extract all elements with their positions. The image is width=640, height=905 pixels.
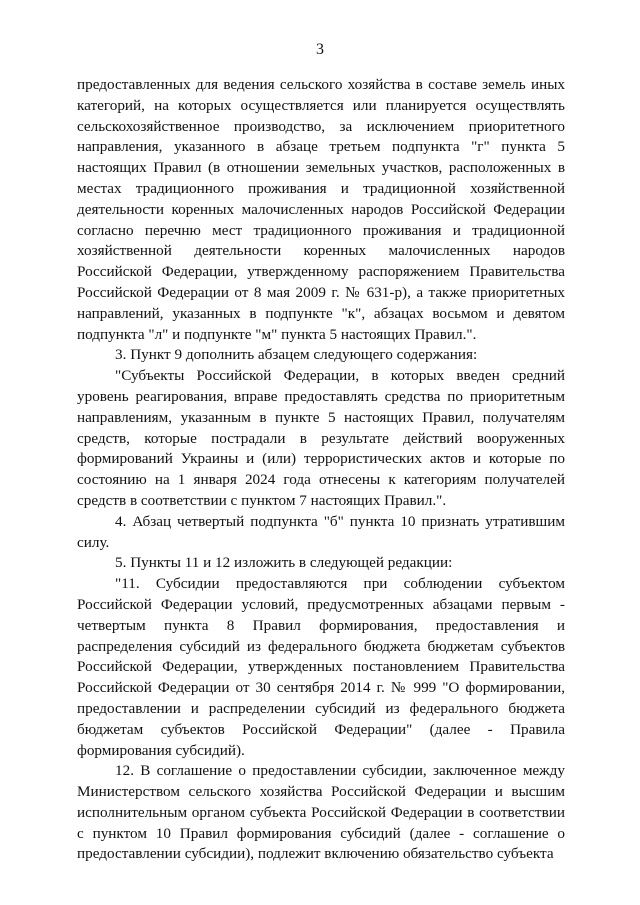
page-number: 3 [316,41,324,58]
paragraph-item-3: 3. Пункт 9 дополнить абзацем следующего содержания: [115,346,478,364]
paragraph-clause-11: "11. Субсидии предоставляются при соблюдении субъектом Российской Федерации условий, предусмотренных абзацами первым - четвертым пункта 8 Правил формирования, предоставления и распределения субсидий из федерального бюджета бюджетам субъектов Российской Федерации, утвержденных постановлением Правительства Российской Федерации от 30 сентября 2014 г. № 999 "О формировании, предоставлении и распределении субсидий из федерального бюджета бюджетам субъектов Российской Федерации" (далее - Правила формирования субсидий). [77,575,565,759]
paragraph-item-4: 4. Абзац четвертый подпункта "б" пункта 10 признать утратившим силу. [77,512,565,551]
document-body [77,75,565,865]
paragraph-continued: предоставленных для ведения сельского хозяйства в составе земель иных категорий, на которых осуществляется или планируется осуществлять сельскохозяйственное производство, за исключением приоритетного направления, указанного в абзаце третьем подпункта "г" пункта 5 настоящих Правил (в отношении земельных участков, расположенных в местах традиционного проживания и традиционной хозяйственной деятельности коренных малочисленных народов Российской Федерации согласно перечню мест традиционного проживания и традиционной хозяйственной деятельности коренных малочисленных народов Российской Федерации, утвержденному распоряжением Правительства Российской Федерации от 8 мая 2009 г. № 631-р), а также приоритетных направлений, указанных в подпункте "к", абзацах восьмом и девятом подпункта "л" и подпункте "м" пункта 5 настоящих Правил.". [77,76,565,343]
paragraph-item-5: 5. Пункты 11 и 12 изложить в следующей редакции: [115,554,453,572]
paragraph-item-3-quote: "Субъекты Российской Федерации, в которых введен средний уровень реагирования, вправе предоставлять средства по приоритетным направлениям, указанным в пункте 5 настоящих Правил, получателям средств, которые пострадали в результате действий вооруженных формирований Украины и (или) террористических актов и которые по состоянию на 1 января 2024 года отнесены к категориям получателей средств в соответствии с пунктом 7 настоящих Правил.". [77,367,565,509]
paragraph-clause-12: 12. В соглашение о предоставлении субсидии, заключенное между Министерством сельского хозяйства Российской Федерации и высшим исполнительным органом субъекта Российской Федерации в соответствии с пунктом 10 Правил формирования субсидий (далее - соглашение о предоставлении субсидии), подлежит включению обязательство субъекта [77,762,565,863]
